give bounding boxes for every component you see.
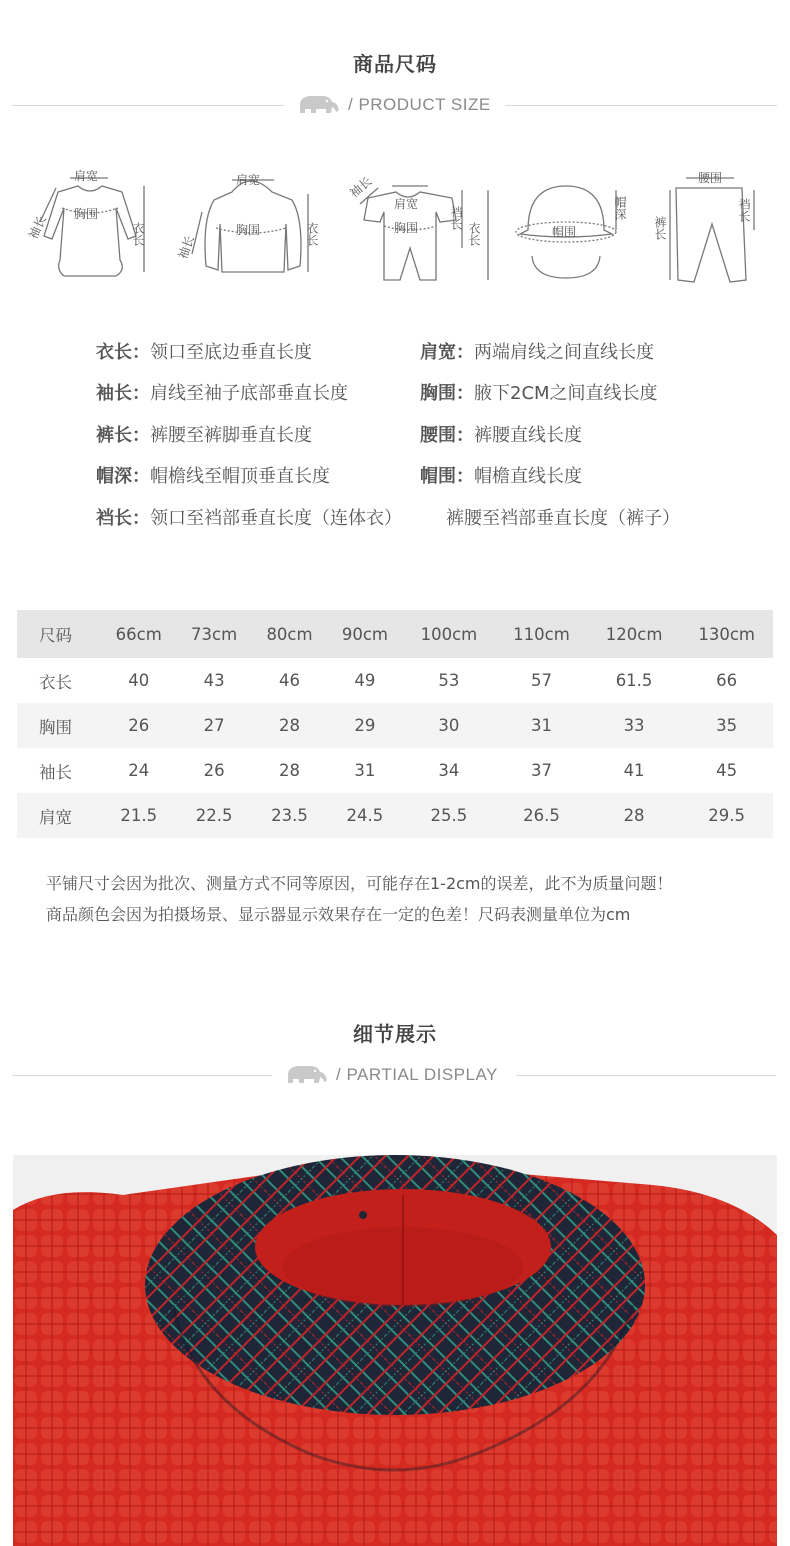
size-table [17,610,773,838]
table-cell: 66 [716,671,738,690]
table-row [17,748,773,793]
romper-crotch-label: 裆长 [449,206,463,230]
table-cell: 35 [680,703,773,748]
def-desc: 裤腰至裤脚垂直长度 [150,424,312,446]
header-cell: 尺码 [17,610,101,658]
table-cell: 53 [438,671,460,690]
def-desc: 领口至裆部垂直长度（连体衣） [150,507,402,529]
measurement-definitions [96,330,776,538]
measurement-diagrams [0,160,790,300]
divider-right [516,1075,776,1076]
dress-diagram [40,178,144,276]
table-cell: 57 [530,671,552,690]
header-cell: 120cm [588,610,681,658]
divider-left [12,1075,272,1076]
header-cell: 66cm [101,610,176,658]
table-cell: 26 [101,703,176,748]
detail-section-subtitle [284,1063,498,1087]
table-cell: 40 [128,671,150,690]
def-desc: 腋下2CM之间直线长度 [474,383,658,405]
row-label: 肩宽 [17,793,101,838]
dress-sleeve-label: 袖长 [26,213,49,242]
table-cell: 24 [128,761,150,780]
size-notes [46,868,766,930]
table-cell: 34 [438,761,460,780]
elephant-icon [284,1063,330,1087]
table-row [17,703,773,748]
def-desc: 裤腰至裆部垂直长度（裤子） [446,507,680,529]
def-desc: 裤腰直线长度 [474,424,582,446]
hoodie-chest-label: 胸围 [236,223,261,237]
dress-chest-label: 胸围 [74,207,99,221]
hoodie-sleeve-label: 袖长 [175,233,198,262]
table-cell: 46 [279,671,301,690]
definition-row [96,455,776,497]
table-cell: 45 [716,761,738,780]
elephant-icon [296,93,342,117]
table-row [17,658,773,703]
def-term: 裤长： [96,424,150,446]
table-cell: 22.5 [176,793,251,838]
definition-row [96,372,776,414]
def-desc: 帽檐线至帽顶垂直长度 [150,466,330,488]
romper-length-label: 衣长 [467,222,481,246]
product-detail-photo [13,1155,777,1546]
def-term: 帽深： [96,466,150,488]
header-cell: 100cm [403,610,496,658]
note-line: 商品颜色会因为拍摄场景、显示器显示效果存在一定的色差！尺码表测量单位为cm [46,905,631,924]
pants-waist-label: 腰围 [698,171,723,185]
table-cell: 29 [327,703,402,748]
definition-row [96,413,776,455]
row-label: 衣长 [39,672,72,692]
row-label: 胸围 [17,703,101,748]
table-cell: 33 [588,703,681,748]
hoodie-shoulder-label: 肩宽 [236,173,261,187]
table-cell: 23.5 [252,793,327,838]
table-cell: 31 [495,703,588,748]
def-desc: 两端肩线之间直线长度 [474,341,654,363]
def-term: 帽围： [420,466,474,488]
divider-right [505,105,777,106]
table-cell: 26.5 [495,793,588,838]
dress-shoulder-label: 肩宽 [74,169,99,183]
table-cell: 28 [279,761,301,780]
pants-crotch-label: 裆长 [737,198,751,222]
pants-length-label: 裤长 [653,216,667,240]
def-term: 肩宽： [420,341,474,363]
hat-circumference-label: 帽围 [552,225,577,239]
note-line: 平铺尺寸会因为批次、测量方式不同等原因，可能存在1-2cm的误差，此不为质量问题！ [46,874,673,893]
table-cell: 61.5 [615,671,653,690]
divider-left [12,105,284,106]
def-term: 袖长： [96,383,150,405]
size-section-subtitle [296,93,491,117]
hoodie-length-label: 衣长 [305,222,319,246]
table-cell: 30 [403,703,496,748]
definition-row [96,496,776,538]
def-desc: 肩线至袖子底部垂直长度 [150,383,348,405]
table-cell: 21.5 [101,793,176,838]
romper-sleeve-label: 袖长 [346,174,375,201]
table-cell: 49 [354,671,376,690]
table-cell: 37 [530,761,552,780]
def-desc: 领口至底边垂直长度 [150,341,312,363]
table-cell: 26 [203,761,225,780]
definition-row [96,330,776,372]
pants-diagram [670,178,754,282]
hat-depth-label: 帽深 [613,196,627,220]
header-cell: 130cm [680,610,773,658]
def-term: 衣长： [96,341,150,363]
table-row [17,793,773,838]
detail-section-title: 细节展示 [353,1022,437,1046]
table-cell: 43 [203,671,225,690]
table-cell: 27 [176,703,251,748]
header-cell: 80cm [252,610,327,658]
def-term: 裆长： [96,507,150,529]
subtitle-text: / PRODUCT SIZE [348,95,491,114]
table-cell: 31 [354,761,376,780]
dress-length-label: 衣长 [131,222,145,246]
table-cell: 41 [623,761,645,780]
table-cell: 24.5 [327,793,402,838]
table-cell: 28 [252,703,327,748]
def-desc: 帽檐直线长度 [474,466,582,488]
header-cell: 90cm [327,610,402,658]
romper-shoulder-label: 肩宽 [394,197,419,211]
header-cell: 110cm [495,610,588,658]
table-cell: 29.5 [680,793,773,838]
def-term: 腰围： [420,424,474,446]
subtitle-text: / PARTIAL DISPLAY [336,1065,498,1084]
header-cell: 73cm [176,610,251,658]
row-label: 袖长 [39,762,72,782]
romper-chest-label: 胸围 [394,221,419,235]
size-section-title: 商品尺码 [353,52,437,76]
def-term: 胸围： [420,383,474,405]
table-cell: 25.5 [403,793,496,838]
table-cell: 28 [588,793,681,838]
size-table-header [17,610,773,658]
